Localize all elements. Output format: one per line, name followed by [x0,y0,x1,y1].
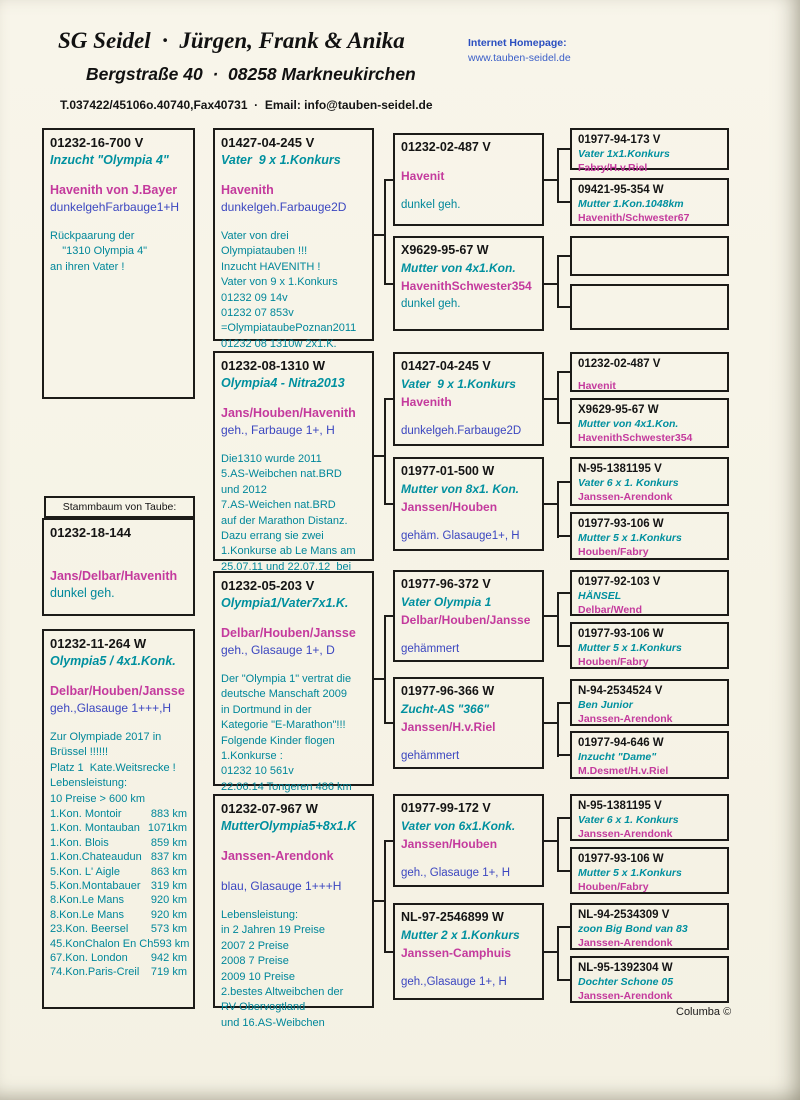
spacer [50,217,187,228]
pedigree-line-name: MutterOlympia5+8x1.K [221,818,357,833]
connector-line [544,951,557,953]
pedigree-line-strain: Havenith [221,183,274,198]
pedigree-line-body: deutsche Manschaft 2009 [221,688,347,701]
pedigree-box-01977-01-500-w [393,457,544,551]
pedigree-line-ring: X9629-95-67 W [401,243,489,257]
pedigree-box-01977-93-106-w-2 [570,622,729,669]
pedigree-line-body: Inzucht HAVENITH ! [221,260,321,273]
spacer [401,518,536,527]
connector-line [557,255,559,308]
pedigree-line-body: Lebensleistung: [50,777,128,790]
pedigree-line-strain: Janssen-Arendonk [578,490,673,503]
pedigree-line-desc: gehäm. Glasauge1+, H [401,529,520,542]
spacer [401,738,536,747]
pedigree-line-strain: Havenit [401,169,445,184]
connector-line [557,148,559,203]
connector-line [557,481,559,538]
race-distance: 859 km [150,836,187,849]
pedigree-line-name: Olympia4 - Nitra2013 [221,375,345,390]
connector-line [544,615,557,617]
pedigree-box-subject-01232-18-144 [42,518,195,616]
pedigree-line-desc: blau, Glasauge 1+++H [221,879,342,894]
pedigree-line-name: Mutter von 4x1.Kon. [578,418,679,431]
connector-line [384,179,393,181]
spacer [221,170,366,181]
race-result-line [50,851,187,864]
race-result-line [50,822,187,835]
connector-line [374,900,384,902]
connector-line [557,926,559,981]
race-distance: 920 km [150,894,187,907]
pedigree-line-name: Vater 1x1.Konkurs [578,148,670,161]
race-result-line [50,909,187,922]
pedigree-line-body: =OlympiataubePoznan2011 [221,322,357,335]
pedigree-line-body: 22.06.14 Tongeren 486 km [221,780,352,793]
pedigree-line-name: Mutter 2 x 1.Konkurs [401,928,520,943]
pedigree-line-name: zoon Big Bond van 83 [578,923,688,936]
pedigree-line-body: Brüssel !!!!!! [50,746,109,759]
spacer [578,372,721,378]
pedigree-line-body: 2007 2 Preise [221,939,289,952]
pedigree-line-desc: geh., Farbauge 1+, H [221,423,335,438]
pedigree-line-body: 1.Konkurse ab Le Mans am [221,545,356,558]
pedigree-line-strain: Fabry/H.v.Riel [578,161,648,174]
pedigree-line-body: Der "Olympia 1" vertrat die [221,672,352,685]
pedigree-line-strain: Delbar/Wend [578,603,642,616]
pedigree-line-ring: N-94-2534524 V [578,685,663,697]
race-result-line [50,937,190,951]
pedigree-box-01232-02-487-v [393,133,544,226]
race-name: 74.Kon.Paris-Creil [50,966,140,979]
pedigree-line-strain: Janssen-Camphuis [401,945,512,960]
race-name: 5.Kon. L' Aigle [50,865,120,878]
pedigree-line-name: Vater 9 x 1.Konkurs [221,152,341,167]
race-distance: 920 km [150,908,187,921]
connector-line [384,283,393,285]
pedigree-line-body: 7.AS-Weichen nat.BRD [221,499,336,512]
pedigree-line-strain: Delbar/Houben/Jansse [50,684,185,699]
pedigree-box-01977-93-106-w [570,512,729,560]
race-distance: 573 km [150,923,187,936]
pedigree-line-strain: Delbar/Houben/Jansse [401,612,531,627]
pedigree-line-body: 01232 09 14v [221,291,288,304]
pedigree-line-ring: 01977-96-372 V [401,577,491,591]
pedigree-box-01427-04-245-v-2 [393,352,544,446]
pedigree-line-strain: M.Desmet/H.v.Riel [578,764,669,777]
pedigree-line-body: 2009 10 Preise [221,970,295,983]
connector-line [544,179,557,181]
spacer [221,866,366,877]
pedigree-line-note: dunkel geh. [401,198,461,211]
pedigree-line-ring: NL-97-2546899 W [401,910,504,924]
pedigree-line-body: Dazu errang sie zwei [221,530,324,543]
race-distance: 883 km [150,808,187,821]
pedigree-line-name: Mutter 5 x 1.Konkurs [578,532,682,545]
pedigree-line-desc: geh., Glasauge 1+, H [401,866,511,879]
pedigree-line-name: Vater 6 x 1. Konkurs [578,814,679,827]
pedigree-box-01232-08-1310-w [213,351,374,573]
pedigree-line-ring: 01232-16-700 V [50,135,144,150]
pedigree-line-ring: N-95-1381195 V [578,463,662,475]
pedigree-line-note: dunkel geh. [50,586,115,601]
pedigree-line-body: 01232 08 1310w 2x1.K. [221,337,337,350]
race-name: 5.Kon.Montabauer [50,880,141,893]
pedigree-line-ring: 01977-93-106 W [578,628,664,640]
connector-line [557,535,570,537]
pedigree-line-body: Die1310 wurde 2011 [221,452,322,465]
spacer [221,440,366,451]
pedigree-line-name: Olympia1/Vater7x1.K. [221,595,349,610]
pedigree-box-01977-96-372-v [393,570,544,662]
connector-line [557,817,559,872]
pedigree-line-body: 2.bestes Altweibchen der [221,986,344,999]
pedigree-line-body: Vater von drei [221,229,289,242]
connector-line [384,398,386,505]
connector-line [557,201,570,203]
race-name: 1.Kon. Montoir [50,808,122,821]
pedigree-line-body: Vater von 9 x 1.Konkurs [221,276,338,289]
connector-line [557,645,570,647]
pedigree-line-name: Vater 6 x 1. Konkurs [578,477,679,490]
spacer [50,543,187,554]
spacer [401,413,536,422]
pedigree-line-body: an ihren Vater ! [50,260,125,273]
spacer [50,556,187,567]
pedigree-box-nl-97-2546899-w [393,903,544,1000]
connector-line [544,283,557,285]
pedigree-box-empty-2 [570,284,729,330]
pedigree-line-ring: 01977-99-172 V [401,801,491,815]
pedigree-line-body: Kategorie "E-Marathon"!!! [221,719,346,732]
pedigree-box-01232-07-967-w [213,794,374,1029]
pedigree-line-body: und 2012 [221,483,267,496]
spacer [221,393,366,404]
pedigree-line-strain: Janssen-Arendonk [578,827,673,840]
pedigree-line-body: 2008 7 Preise [221,955,289,968]
connector-line [384,951,393,953]
pedigree-line-name: Olympia5 / 4x1.Konk. [50,653,176,668]
connector-line [384,722,393,724]
pedigree-line-strain: HavenithSchwester354 [401,278,532,293]
pedigree-line-ring: 01977-94-173 V [578,134,661,146]
pedigree-line-name: Inzucht "Olympia 4" [50,152,169,167]
pedigree-line-strain: Janssen-Arendonk [578,712,673,725]
pedigree-box-01232-05-203-v [213,571,374,793]
connector-line [557,702,570,704]
pedigree-line-ring: 01977-92-103 V [578,576,661,588]
race-result-line [50,808,187,821]
pedigree-line-name: Mutter 5 x 1.Konkurs [578,867,682,880]
pedigree-line-name: HÄNSEL [578,590,622,603]
pedigree-line-strain: Janssen/H.v.Riel [401,719,496,734]
race-distance: 863 km [150,865,187,878]
connector-line [557,148,570,150]
pedigree-line-strain: Delbar/Houben/Jansse [221,626,356,641]
pedigree-line-body: 10 Preise > 600 km [50,792,146,805]
race-name: 1.Kon. Blois [50,836,109,849]
pedigree-box-n-94-2534524-v [570,679,729,726]
pedigree-line-body: RV Obervogtland [221,1001,306,1014]
pedigree-box-01977-92-103-v [570,570,729,616]
connector-line [557,702,559,757]
pedigree-line-ring: 01977-01-500 W [401,464,495,478]
pedigree-line-body: auf der Marathon Distanz. [221,514,348,527]
race-result-line [50,894,187,907]
pedigree-line-strain: Janssen/Houben [401,836,498,851]
pedigree-box-n-95-1381195-v [570,457,729,506]
pedigree-line-ring: 01977-93-106 W [578,518,664,530]
pedigree-line-strain: Houben/Fabry [578,545,649,558]
connector-line [557,481,570,483]
pedigree-line-desc: geh.,Glasauge 1+, H [401,975,507,988]
pedigree-line-body: in 2 Jahren 19 Preise [221,924,325,937]
spacer [221,836,366,847]
pedigree-line-name: Mutter 5 x 1.Konkurs [578,642,682,655]
pedigree-line-ring: 01232-02-487 V [578,358,661,370]
pedigree-line-ring: N-95-1381195 V [578,800,662,812]
connector-line [544,840,557,842]
pedigree-line-desc: dunkelgehFarbauge1+H [50,200,180,215]
race-result-line [50,880,187,893]
pedigree-line-strain: Jans/Delbar/Havenith [50,568,178,583]
pedigree-line-desc: gehämmert [401,642,460,655]
pedigree-line-note: dunkel geh. [401,297,461,310]
pedigree-box-nl-95-1392304-w [570,956,729,1003]
race-distance: 837 km [150,851,187,864]
connector-line [374,455,384,457]
pedigree-line-name: Inzucht "Dame" [578,751,657,764]
connector-line [384,179,386,285]
pedigree-line-strain: Janssen-Arendonk [578,936,673,949]
race-name: 8.Kon.Le Mans [50,908,124,921]
pedigree-box-01977-99-172-v [393,794,544,887]
pedigree-line-body: 01232 07 853v [221,307,294,320]
spacer [401,158,536,167]
spacer [50,170,187,181]
spacer [50,671,187,682]
race-result-line [50,923,187,936]
race-distance: 719 km [150,966,187,979]
pedigree-line-strain: Houben/Fabry [578,655,649,668]
pedigree-box-01977-94-646-w [570,731,729,779]
pedigree-line-strain: HavenithSchwester354 [578,431,693,444]
race-name: 45.KonChalon En Ch [50,937,154,950]
contact-line: T.037422/45106o.40740,Fax40731 · Email: info@tauben-seidel.de [60,98,433,112]
pedigree-line-ring: X9629-95-67 W [578,404,659,416]
pedigree-line-ring: 01232-05-203 V [221,578,315,593]
spacer [401,631,536,640]
pedigree-line-body: Platz 1 Kate.Weitsrecke ! [50,761,176,774]
pedigree-line-body: Olympiatauben !!! [221,245,308,258]
spacer [401,964,536,973]
pedigree-line-strain: Jans/Houben/Havenith [221,406,356,421]
race-distance: 593 km [153,937,190,950]
connector-line [557,926,570,928]
connector-line [544,398,557,400]
pedigree-line-strain: Havenith von J.Bayer [50,183,178,198]
pedigree-line-body: Folgende Kinder flogen [221,734,335,747]
pedigree-line-ring: 01977-94-646 W [578,737,664,749]
pedigree-line-ring: 01427-04-245 V [221,135,315,150]
connector-line [384,840,393,842]
connector-line [557,371,570,373]
pedigree-box-01977-94-173-v [570,128,729,174]
race-result-line [50,837,187,850]
pedigree-line-ring: 01977-96-366 W [401,684,495,698]
pedigree-line-name: Vater von 6x1.Konk. [401,819,516,834]
pedigree-line-body: Lebensleistung: [221,908,299,921]
pedigree-line-ring: NL-95-1392304 W [578,962,673,974]
pedigree-line-body: 01232 10 561v [221,765,294,778]
spacer [401,187,536,196]
race-distance: 1071km [147,822,187,835]
pedigree-line-strain: Janssen-Arendonk [578,989,673,1002]
pedigree-line-body: und 16.AS-Weibchen [221,1016,325,1029]
pedigree-line-desc: geh., Glasauge 1+, D [221,643,335,658]
pedigree-line-name: Dochter Schone 05 [578,976,674,989]
software-credit: Columba © [676,1006,732,1018]
pedigree-line-body: 1.Konkurse : [221,750,283,763]
connector-line [557,306,570,308]
pedigree-line-strain: Janssen/Houben [401,499,498,514]
spacer [221,217,366,228]
connector-line [374,234,384,236]
pedigree-box-01232-16-700-v [42,128,195,399]
address-line: Bergstraße 40 · 08258 Markneukirchen [86,64,416,84]
race-name: 67.Kon. London [50,952,128,965]
pedigree-line-body: in Dortmund in der [221,703,312,716]
connector-line [557,592,570,594]
pedigree-line-strain: Havenit [578,380,616,393]
connector-line [384,615,386,724]
pedigree-line-ring: NL-94-2534309 V [578,909,670,921]
pedigree-line-desc: dunkelgeh.Farbauge2D [221,200,347,215]
connector-line [384,615,393,617]
connector-line [557,754,570,756]
connector-line [557,255,570,257]
connector-line [384,503,393,505]
page-title: SG Seidel · Jürgen, Frank & Anika [58,28,405,53]
connector-line [384,840,386,953]
pedigree-line-strain: Janssen-Arendonk [221,849,334,864]
pedigree-box-01232-11-264-w [42,629,195,1009]
homepage-block [468,36,571,65]
race-name: 8.Kon.Le Mans [50,894,124,907]
pedigree-box-nl-94-2534309-v [570,903,729,950]
race-distance: 319 km [150,880,187,893]
pedigree-box-01232-02-487-v-3 [570,352,729,392]
pedigree-line-body: 25.07.11 und 22.07.12 bei [221,560,352,573]
pedigree-line-desc: dunkelgeh.Farbauge2D [401,424,522,437]
pedigree-line-ring: 01232-08-1310 W [221,358,326,373]
connector-line [374,678,384,680]
pedigree-line-body: Rückpaarung der [50,229,135,242]
pedigree-line-body: Zur Olympiade 2017 in [50,730,162,743]
connector-line [384,398,393,400]
race-result-line [50,952,187,965]
connector-line [544,503,557,505]
pedigree-box-09421-95-354-w [570,178,729,226]
pedigree-line-desc: geh.,Glasauge 1+++,H [50,701,172,716]
connector-line [557,422,570,424]
spacer [50,718,187,729]
race-result-line [50,966,187,979]
connector-line [557,817,570,819]
connector-line [544,722,557,724]
race-result-line [50,866,187,879]
pedigree-line-ring: 01232-02-487 V [401,140,491,154]
pedigree-line-name: Zucht-AS "366" [401,702,490,717]
pedigree-line-strain: Houben/Fabry [578,880,649,893]
pedigree-box-01977-96-366-w [393,677,544,769]
pedigree-line-name: Mutter von 8x1. Kon. [401,482,520,497]
pedigree-line-name: Mutter 1.Kon.1048km [578,198,684,211]
connector-line [557,979,570,981]
spacer [221,613,366,624]
pedigree-line-name: Vater 9 x 1.Konkurs [401,377,516,392]
homepage-url: www.tauben-seidel.de [468,51,571,64]
pedigree-box-n-95-1381195-v-2 [570,794,729,841]
spacer [221,896,366,907]
pedigree-line-ring: 01232-18-144 [50,525,131,540]
pedigree-line-name: Mutter von 4x1.Kon. [401,261,516,276]
pedigree-line-strain: Havenith [401,394,452,409]
homepage-label: Internet Homepage: [468,37,567,49]
pedigree-line-name: Vater Olympia 1 [401,595,492,610]
pedigree-line-ring: 01232-11-264 W [50,636,147,651]
pedigree-line-ring: 01427-04-245 V [401,359,491,373]
spacer [221,660,366,671]
race-name: 1.Kon.Chateaudun [50,851,142,864]
pedigree-line-ring: 01232-07-967 W [221,801,318,816]
race-name: 23.Kon. Beersel [50,923,129,936]
race-distance: 942 km [150,952,187,965]
pedigree-box-x9629-95-67-w-2 [570,398,729,448]
pedigree-line-desc: gehämmert [401,749,460,762]
pedigree-line-body: "1310 Olympia 4" [50,245,148,258]
pedigree-line-strain: Havenith/Schwester67 [578,211,690,224]
pedigree-line-ring: 09421-95-354 W [578,184,664,196]
race-name: 1.Kon. Montauban [50,822,140,835]
connector-line [557,870,570,872]
spacer [401,855,536,864]
subject-label: Stammbaum von Taube: [44,496,195,518]
pedigree-box-01977-93-106-w-3 [570,847,729,894]
pedigree-line-body: 5.AS-Weibchen nat.BRD [221,468,342,481]
pedigree-box-x9629-95-67-w [393,236,544,331]
connector-line [557,592,559,647]
pedigree-box-01427-04-245-v [213,128,374,350]
pedigree-line-ring: 01977-93-106 W [578,853,664,865]
pedigree-box-empty-1 [570,236,729,276]
connector-line [557,371,559,424]
pedigree-line-name: Ben Junior [578,699,633,712]
